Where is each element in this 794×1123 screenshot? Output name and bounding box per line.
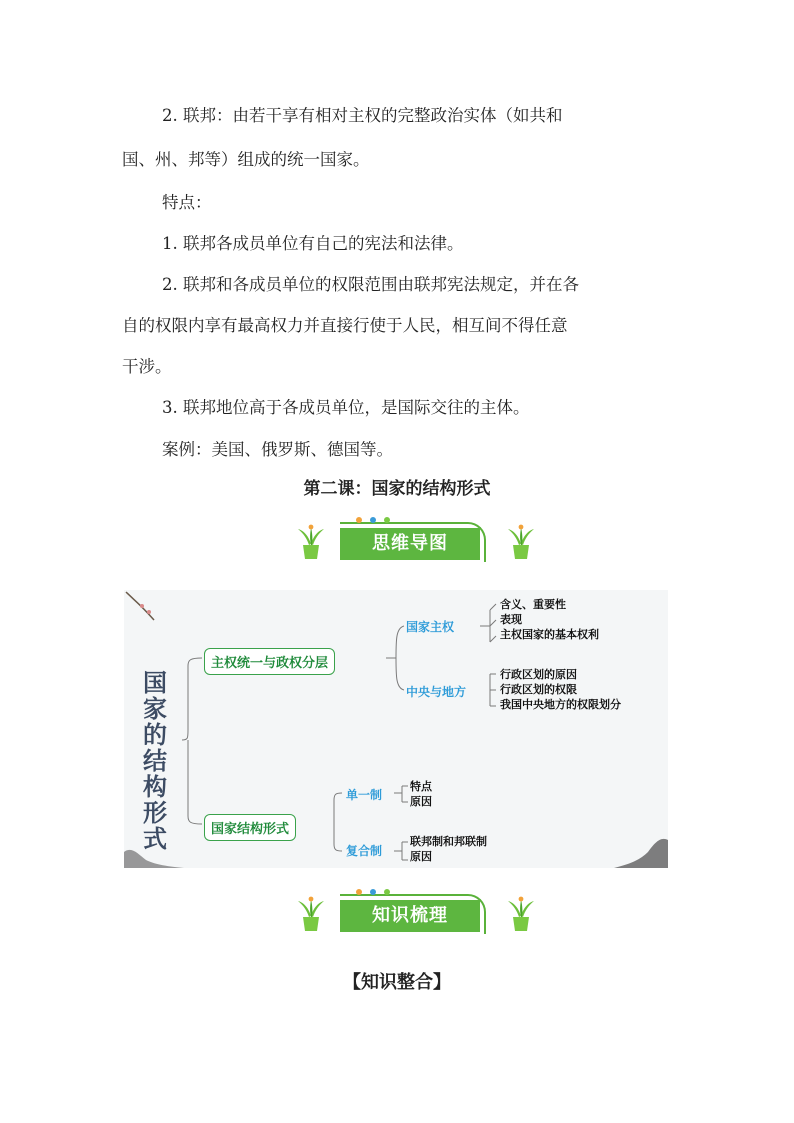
mindmap-sub-national-sovereignty: 国家主权 — [406, 620, 455, 634]
mindmap-leaf: 原因 — [410, 795, 432, 808]
mindmap-leaf: 行政区划的原因 — [500, 668, 577, 681]
plant-icon — [296, 524, 326, 560]
mindmap-leaf: 联邦制和邦联制 — [410, 835, 487, 848]
banner-mindmap — [296, 514, 540, 566]
paragraph-features-label: 特点： — [162, 193, 212, 212]
paragraph-feature-2b: 自的权限内享有最高权力并直接行使于人民，相互间不得任意 — [122, 316, 568, 335]
paragraph-feature-2c: 干涉。 — [122, 357, 172, 376]
banner-dot-green — [384, 517, 390, 523]
banner-label: 知识梳理 — [340, 900, 480, 932]
banner-knowledge — [296, 886, 540, 938]
paragraph-feature-2a: 2. 联邦和各成员单位的权限范围由联邦宪法规定，并在各 — [162, 275, 579, 294]
plant-icon — [506, 896, 536, 932]
section-title: 【知识整合】 — [343, 972, 451, 993]
mindmap-leaf: 原因 — [410, 850, 432, 863]
paragraph-feature-3: 3. 联邦地位高于各成员单位，是国际交往的主体。 — [162, 398, 530, 417]
plant-icon — [506, 524, 536, 560]
mindmap-leaf: 主权国家的基本权利 — [500, 628, 599, 641]
mindmap-sub-central-local: 中央与地方 — [406, 685, 467, 699]
banner-label: 思维导图 — [340, 528, 480, 560]
mindmap-leaf: 我国中央地方的权限划分 — [500, 698, 621, 711]
banner-dot-blue — [370, 517, 376, 523]
lesson-title: 第二课：国家的结构形式 — [303, 479, 491, 499]
mindmap-branch-structure: 国家结构形式 — [204, 814, 296, 841]
banner-dot-blue — [370, 889, 376, 895]
banner-dot-green — [384, 889, 390, 895]
mindmap-root: 国家的结构形式 — [143, 669, 167, 853]
paragraph-case: 案例：美国、俄罗斯、德国等。 — [162, 440, 393, 459]
mindmap-leaf: 特点 — [410, 780, 432, 793]
paragraph-federation-def-2: 国、州、邦等）组成的统一国家。 — [122, 150, 370, 169]
plant-icon — [296, 896, 326, 932]
paragraph-feature-1: 1. 联邦各成员单位有自己的宪法和法律。 — [162, 234, 464, 253]
mindmap-sub-compound: 复合制 — [346, 844, 383, 858]
banner-dot-orange — [356, 889, 362, 895]
mindmap-leaf: 行政区划的权限 — [500, 683, 577, 696]
mindmap-leaf: 含义、重要性 — [500, 598, 566, 611]
mindmap-branch-sovereignty: 主权统一与政权分层 — [204, 648, 335, 675]
paragraph-federation-def-1: 2. 联邦：由若干享有相对主权的完整政治实体（如共和 — [162, 106, 563, 125]
banner-dot-orange — [356, 517, 362, 523]
mindmap-image — [124, 590, 668, 868]
mindmap-leaf: 表现 — [500, 613, 522, 626]
mindmap-sub-unitary: 单一制 — [346, 788, 383, 802]
